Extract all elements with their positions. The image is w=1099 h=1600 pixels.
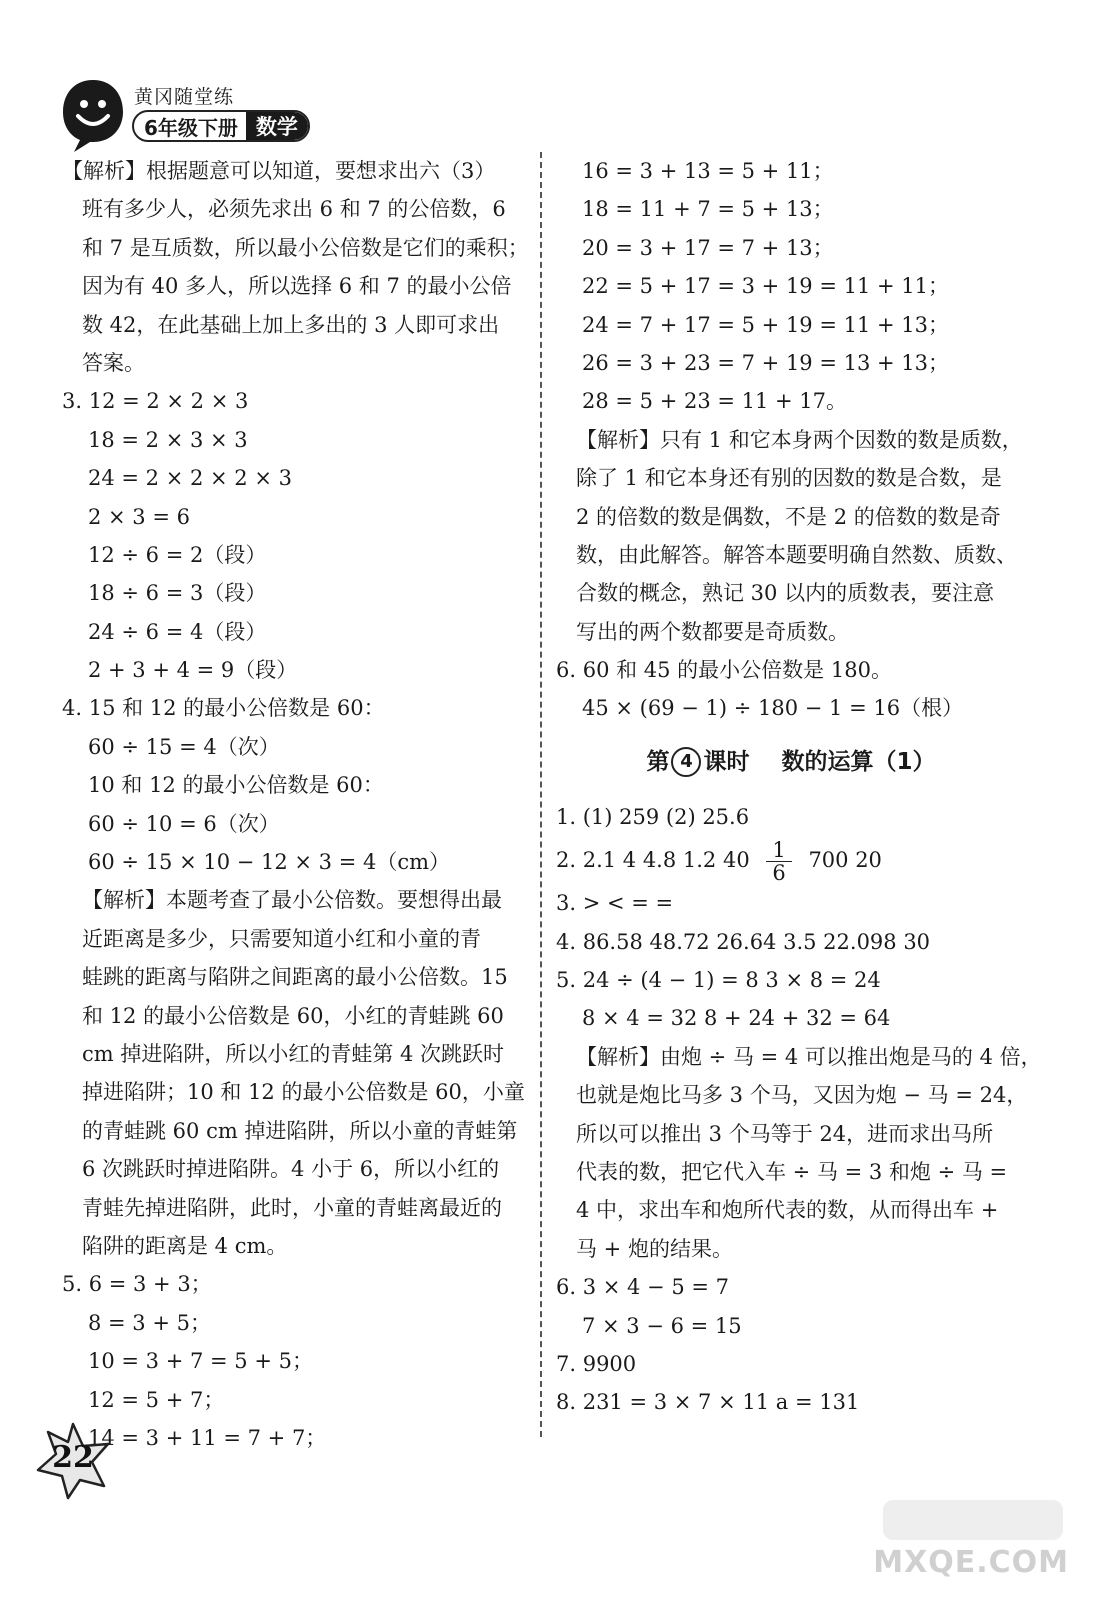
text-line: 陷阱的距离是 4 cm。: [82, 1233, 288, 1258]
right-column: [556, 152, 1042, 1422]
answer-line: 7 × 3 − 6 = 15: [582, 1313, 742, 1338]
text-line: cm 掉进陷阱，所以小红的青蛙第 4 次跳跃时: [82, 1041, 505, 1066]
text-line: 马 + 炮的结果。: [576, 1236, 733, 1261]
lesson-prefix: 第: [646, 748, 670, 775]
page-number: 22: [52, 1440, 94, 1475]
answer-line: 24 ÷ 6 = 4（段）: [88, 619, 267, 644]
smiley-logo-icon: [60, 76, 126, 154]
lesson-number: 4: [671, 747, 701, 777]
text-line: 也就是炮比马多 3 个马，又因为炮 − 马 = 24，: [576, 1083, 1028, 1108]
answer-line: 60 ÷ 10 = 6（次）: [88, 811, 280, 836]
answer-line: 60 ÷ 15 = 4（次）: [88, 734, 280, 759]
answer-line: 18 ÷ 6 = 3（段）: [88, 581, 267, 606]
answer-line: 3. 12 = 2 × 2 × 3: [62, 389, 249, 414]
fraction-numerator: 1: [766, 839, 791, 862]
lesson-title: [556, 730, 1026, 794]
fraction-denominator: 6: [772, 861, 786, 886]
grade-subject-label: [132, 110, 310, 142]
answer-line: 18 = 11 + 7 = 5 + 13；: [582, 197, 834, 222]
text-line: 近距离是多少，只需要知道小红和小童的青: [82, 926, 481, 951]
text-line: 掉进陷阱；10 和 12 的最小公倍数是 60，小童: [82, 1080, 525, 1105]
answer-line: 4. 15 和 12 的最小公倍数是 60：: [62, 696, 385, 721]
left-column: [62, 152, 530, 1457]
text-line: 【解析】只有 1 和它本身两个因数的数是质数，: [576, 427, 1023, 452]
answer-line: 22 = 5 + 17 = 3 + 19 = 11 + 11；: [582, 274, 950, 299]
text-line: 班有多少人，必须先求出 6 和 7 的公倍数，6: [82, 197, 506, 222]
text-line: 青蛙先掉进陷阱，此时，小童的青蛙离最近的: [82, 1195, 502, 1220]
subject-label: 数学: [246, 112, 308, 140]
text-line: 【解析】本题考查了最小公倍数。要想得出最: [82, 888, 502, 913]
text-line: 和 7 是互质数，所以最小公倍数是它们的乘积；: [82, 235, 529, 260]
answer-line: 2 × 3 = 6: [88, 504, 190, 529]
text-line: 蛙跳的距离与陷阱之间距离的最小公倍数。15: [82, 965, 508, 990]
answer-text: 2. 2.1 4 4.8 1.2 40: [556, 848, 750, 873]
answer-line: 6. 3 × 4 − 5 = 7: [556, 1275, 729, 1300]
answer-line: 5. 6 = 3 + 3；: [62, 1272, 212, 1297]
text-line: 合数的概念，熟记 30 以内的质数表，要注意: [576, 581, 995, 606]
answer-line: 10 和 12 的最小公倍数是 60：: [88, 773, 384, 798]
answer-line: 7. 9900: [556, 1351, 637, 1376]
text-line: 所以可以推出 3 个马等于 24，进而求出马所: [576, 1121, 994, 1146]
answer-line: 45 × (69 − 1) ÷ 180 − 1 = 16（根）: [582, 696, 964, 721]
answer-line: 20 = 3 + 17 = 7 + 13；: [582, 235, 834, 260]
column-divider: [540, 152, 542, 1437]
answer-line: 16 = 3 + 13 = 5 + 11；: [582, 159, 834, 183]
answer-line: 3. > < = =: [556, 891, 674, 916]
text-line: 和 12 的最小公倍数是 60，小红的青蛙跳 60: [82, 1003, 504, 1028]
answer-line: 24 = 7 + 17 = 5 + 19 = 11 + 13；: [582, 312, 950, 337]
text-line: 数 42，在此基础上加上多出的 3 人即可求出: [82, 312, 500, 337]
answer-line: 24 = 2 × 2 × 2 × 3: [88, 466, 292, 491]
text-line: 【解析】由炮 ÷ 马 = 4 可以推出炮是马的 4 倍，: [576, 1044, 1042, 1069]
text-line: 2 的倍数的数是偶数，不是 2 的倍数的数是奇: [576, 504, 1001, 529]
book-header: [60, 72, 340, 162]
answer-text: 700 20: [808, 848, 882, 873]
answer-line: 12 = 5 + 7；: [88, 1387, 225, 1412]
text-line: 除了 1 和它本身还有别的因数的数是合数，是: [576, 466, 1002, 491]
answer-line: 10 = 3 + 7 = 5 + 5；: [88, 1349, 313, 1374]
text-line: 6 次跳跃时掉进陷阱。4 小于 6，所以小红的: [82, 1157, 500, 1182]
answer-line: 4. 86.58 48.72 26.64 3.5 22.098 30: [556, 929, 931, 954]
answer-line: 14 = 3 + 11 = 7 + 7；: [88, 1425, 327, 1450]
text-line: 4 中，求出车和炮所代表的数，从而得出车 +: [576, 1198, 999, 1223]
watermark-text: MXQE.COM: [873, 1545, 1069, 1580]
grade-label: 6年级下册: [144, 115, 238, 140]
answer-line: 60 ÷ 15 × 10 − 12 × 3 = 4（cm）: [88, 850, 451, 875]
answer-line: 2 + 3 + 4 = 9（段）: [88, 658, 298, 683]
lesson-suffix: 课时: [703, 748, 750, 775]
text-line: 【解析】根据题意可以知道，要想求出六（3）: [62, 159, 496, 183]
answer-line: 6. 60 和 45 的最小公倍数是 180。: [556, 658, 892, 683]
series-title: 黄冈随堂练: [134, 86, 235, 108]
lesson-topic: 数的运算（1）: [781, 748, 936, 775]
text-line: 的青蛙跳 60 cm 掉进陷阱，所以小童的青蛙第: [82, 1118, 518, 1143]
fraction: [766, 839, 791, 884]
answer-line: 12 ÷ 6 = 2（段）: [88, 542, 267, 567]
text-line: 代表的数，把它代入车 ÷ 马 = 3 和炮 ÷ 马 =: [576, 1159, 1008, 1184]
answer-line: 18 = 2 × 3 × 3: [88, 427, 248, 452]
text-line: 答案。: [82, 350, 145, 375]
answer-line: 8. 231 = 3 × 7 × 11 a = 131: [556, 1390, 860, 1415]
text-line: 数，由此解答。解答本题要明确自然数、质数、: [576, 542, 1017, 567]
answer-line: 28 = 5 + 23 = 11 + 17。: [582, 389, 848, 414]
answer-line-fraction: [556, 836, 1026, 884]
answer-line: 5. 24 ÷ (4 − 1) = 8 3 × 8 = 24: [556, 968, 881, 993]
answer-line: 1. (1) 259 (2) 25.6: [556, 804, 750, 829]
answer-line: 8 = 3 + 5；: [88, 1310, 211, 1335]
text-line: 写出的两个数都要是奇质数。: [576, 619, 849, 644]
answer-line: 26 = 3 + 23 = 7 + 19 = 13 + 13；: [582, 350, 950, 375]
text-line: 因为有 40 多人，所以选择 6 和 7 的最小公倍: [82, 274, 512, 299]
answer-line: 8 × 4 = 32 8 + 24 + 32 = 64: [582, 1006, 891, 1031]
